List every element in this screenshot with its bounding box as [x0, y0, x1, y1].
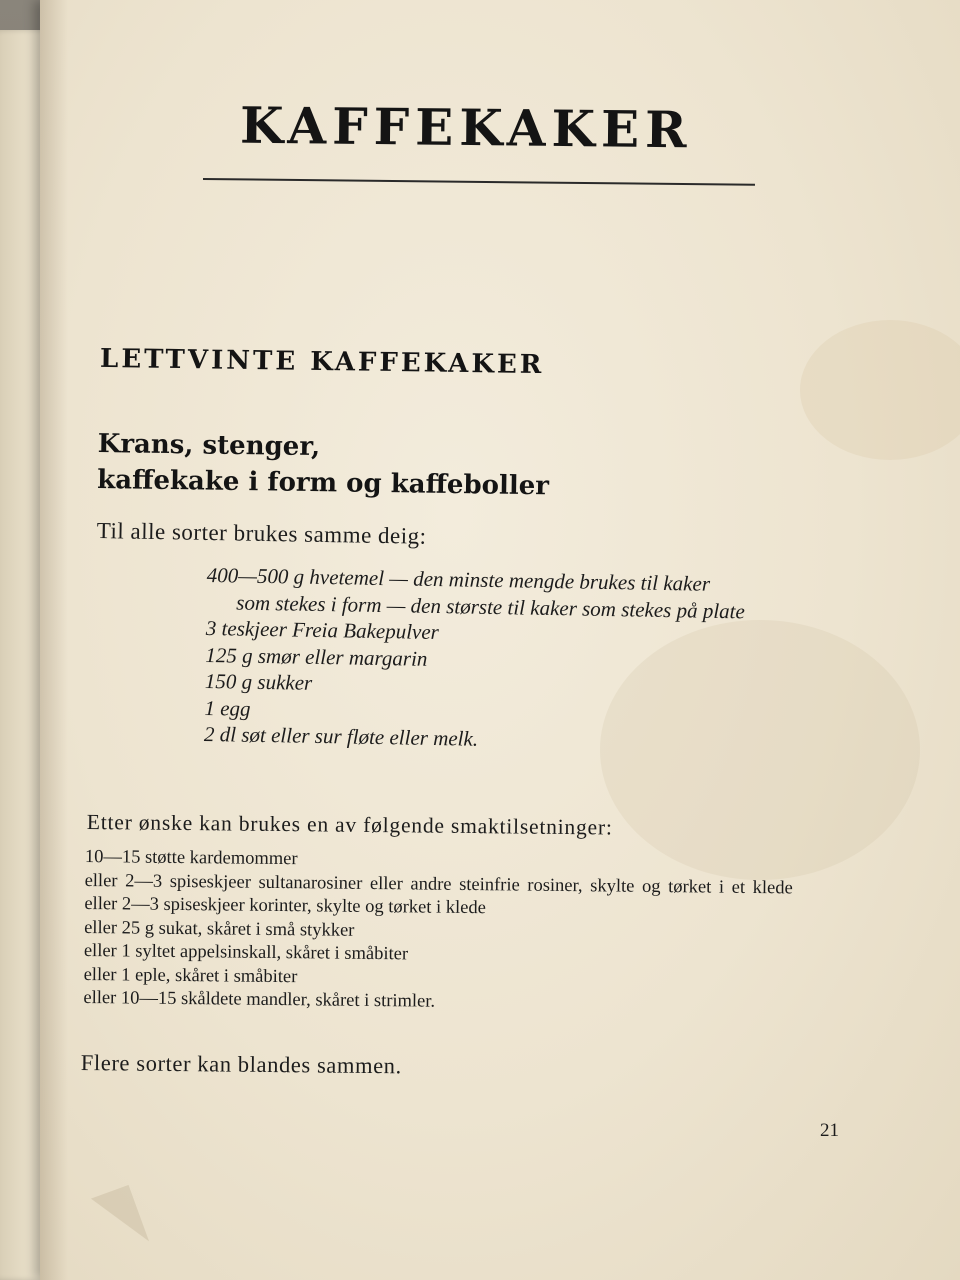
ingredient-item: som stekes i form — den største til kaker som stekes på plate [236, 590, 746, 623]
ingredient-item: 400—500 g hvetemel — den minste mengde brukes til kaker [206, 562, 711, 596]
flavor-item: eller 25 g sukat, skåret i små stykker [84, 917, 355, 941]
flavor-item: 10—15 støtte kardemommer [84, 846, 298, 870]
section-title: LETTVINTE KAFFEKAKER [99, 343, 545, 381]
flavor-list [83, 846, 845, 1018]
recipe-title-line: kaffekake i form og kaffeboller [97, 464, 550, 502]
recipe-title-line: Krans, stenger, [97, 428, 321, 463]
recipe-title [97, 426, 550, 504]
closing-note: Flere sorter kan blandes sammen. [80, 1050, 402, 1079]
flavor-intro: Etter ønske kan brukes en av følgende smaktilsetninger: [86, 810, 613, 840]
ingredient-item: 2 dl søt eller sur fløte eller melk. [203, 721, 479, 751]
ingredient-item: 3 teskjeer Freia Bakepulver [205, 615, 440, 645]
flavor-item: eller 2—3 spiseskjeer korinter, skylte og tørket i klede [84, 893, 487, 919]
dough-intro: Til alle sorter brukes samme deig: [96, 518, 427, 549]
book-page [40, 0, 960, 1280]
flavor-item: eller 1 eple, skåret i småbiter [83, 964, 298, 987]
flavor-item: eller 10—15 skåldete mandler, skåret i strimler. [83, 987, 436, 1012]
page-crease [91, 1185, 149, 1255]
ingredient-item: 150 g sukker [204, 668, 313, 695]
ingredient-item: 125 g smør eller margarin [205, 642, 428, 671]
flavor-item: eller 2—3 spiseskjeer sultanarosiner eller andre steinfrie rosiner, skylte og tørket i et klede [84, 870, 793, 898]
page-title: KAFFEKAKER [239, 95, 693, 160]
title-divider [203, 178, 755, 186]
flavor-item: eller 1 syltet appelsinskall, skåret i småbiter [83, 940, 409, 965]
ingredient-item: 1 egg [204, 695, 251, 721]
page-stain [800, 320, 960, 460]
page-number: 21 [820, 1120, 839, 1141]
ingredient-list [204, 562, 746, 757]
